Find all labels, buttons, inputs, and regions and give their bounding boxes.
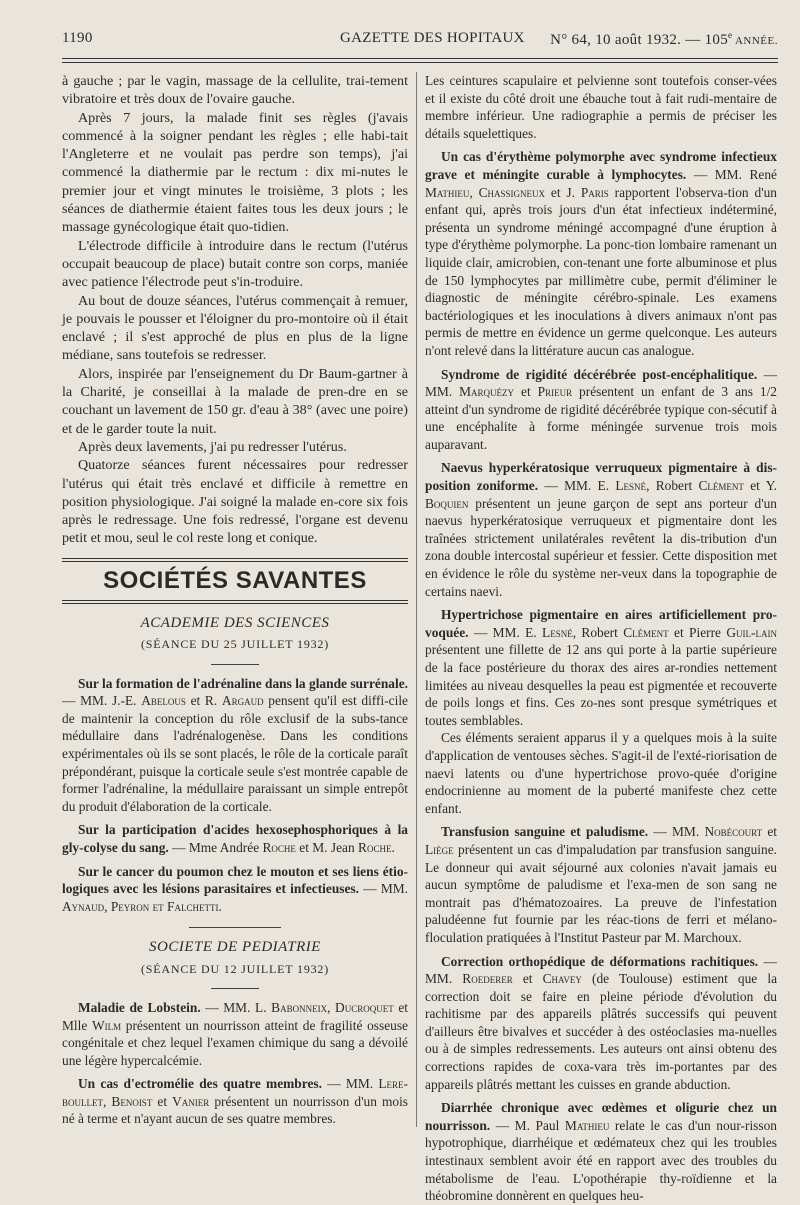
short-rule bbox=[211, 988, 259, 989]
communication-title: Un cas d'ectromélie des quatre membres. bbox=[78, 1076, 322, 1092]
section-title: SOCIÉTÉS SAVANTES bbox=[103, 566, 367, 594]
text: — MM. E. bbox=[538, 478, 616, 494]
text: , Robert bbox=[572, 624, 624, 640]
communication-title: Hypertrichose pigmentaire en aires artificiellement pro-voquée. bbox=[425, 607, 777, 640]
author: Chavey bbox=[542, 971, 582, 987]
section-rule bbox=[62, 600, 408, 604]
society-title: ACADEMIE DES SCIENCES bbox=[140, 615, 330, 632]
right-column bbox=[425, 72, 777, 1205]
text: — MM. bbox=[425, 953, 777, 987]
page-header bbox=[62, 30, 778, 52]
author: Roederer bbox=[462, 971, 513, 987]
communication-title: Sur la participation d'acides hexosephosphoriques à la gly-colyse du sang. bbox=[62, 822, 408, 855]
text: — MM. bbox=[425, 366, 777, 400]
text: et R. bbox=[185, 693, 222, 709]
author: Marquézy bbox=[459, 384, 515, 400]
communication bbox=[425, 366, 777, 454]
paragraph: Après deux lavements, j'ai pu redresser l'utérus. bbox=[78, 438, 347, 455]
text: — MM. E. bbox=[468, 624, 543, 640]
author: Clément bbox=[698, 478, 744, 494]
text: — Mme Andrée bbox=[168, 839, 263, 855]
section-rule bbox=[62, 558, 408, 562]
text: — MM. bbox=[648, 824, 705, 840]
communication bbox=[62, 821, 408, 856]
journal-title: GAZETTE DES HOPITAUX bbox=[340, 30, 525, 46]
communication bbox=[425, 823, 777, 946]
text: . bbox=[218, 898, 222, 914]
text: et bbox=[152, 1093, 173, 1109]
text: — MM. bbox=[321, 1076, 379, 1092]
issue-text: N° 64, 10 août 1932. — 105 bbox=[550, 32, 729, 48]
text: présentent un nourrisson d'un mois né à terme et n'ayant aucun de ses quatre membres. bbox=[62, 1093, 408, 1127]
text: présentent un cas d'impaludation par transfusion sanguine. Le donneur qui avait séjourné aux colonies n'avait jamais eu aucun symptôme de paludisme et l'exa-men de son sang ne montrait pas d'hématozoaires. La preuve de l'infestation paludéenne fut fournie par les réac-tions de ferri et mélano-floculation pratiquées à l'Institut Pasteur par M. Marchoux. bbox=[425, 841, 777, 945]
communication-title: Correction orthopédique de déformations rachitiques. bbox=[441, 953, 759, 969]
author: Lesné bbox=[615, 478, 647, 494]
paragraph: Après 7 jours, la malade finit ses règles (j'avais commencé à la soigner pendant les règles ; elle habi-tait l'Angleterre et ne voulait pas perdre son temps), j'ai commencé la diathermie par le rectum : dix mi-nutes le premier jour et vingt minutes le troisième, 3 plots ; les séances de diathermie étaient faites tous les deux jours ; le massage gynécologique était quo-tidien. bbox=[62, 109, 408, 236]
author: Liège bbox=[425, 841, 454, 857]
text: et Pierre bbox=[668, 624, 727, 640]
text: relate le cas d'un nour-risson hypotrophique, diarrhéique et œdémateux chez qui les troubles intestinaux semblent avoir été en rapport avec des troubles du métabolisme de l'eau. L'opothérapie thy-roïdienne et la théobromine donnèrent en quelques heu- bbox=[425, 1117, 777, 1204]
text: — MM. bbox=[358, 881, 408, 897]
text: présentent un enfant de 3 ans 1/2 atteint d'un syndrome de rigidité décérébrée typique con-sécutif à une encéphalite à forme méningée survenue trois mois auparavant. bbox=[425, 384, 777, 452]
header-rule-2 bbox=[62, 62, 778, 63]
text: présentent un jeune garçon de sept ans porteur d'un naevus hyperkératosique verruqueux et pigmentaire dont les traînées strictement unilatérales revêtent la dis-tribution d'un zona double intercostal supérieur et fessier. Cette disposition met en évidence le rôle du système ner-veux dans la topographie de certains naevi. bbox=[425, 495, 777, 599]
page-number: 1190 bbox=[62, 30, 93, 46]
author: Nobécourt bbox=[704, 824, 763, 840]
paragraph: à gauche ; par le vagin, massage de la cellulite, trai-tement vibratoire et très doux de l'ovaire gauche. bbox=[62, 73, 408, 108]
communication-title: Sur la formation de l'adrénaline dans la glande surrénale. bbox=[78, 675, 408, 691]
author: Abelous bbox=[141, 693, 186, 709]
text: . bbox=[391, 839, 395, 855]
communication bbox=[425, 953, 777, 1094]
text: et J. bbox=[545, 184, 581, 200]
text: et bbox=[514, 384, 538, 400]
text: , Robert bbox=[646, 478, 699, 494]
text: — MM. J.-E. bbox=[62, 693, 142, 709]
author: Vanier bbox=[172, 1093, 210, 1109]
author: Lesné bbox=[542, 624, 573, 640]
society-title: SOCIETE DE PEDIATRIE bbox=[149, 939, 321, 956]
author: Roche bbox=[358, 839, 392, 855]
communication-title: Syndrome de rigidité décérébrée post-encéphalitique. bbox=[441, 366, 758, 382]
communication bbox=[62, 863, 408, 916]
author: Roche bbox=[262, 839, 296, 855]
issue-tail: ANNÉE. bbox=[732, 35, 778, 47]
text: présentent une fillette de 12 ans qui porte à la partie supérieure de la face postérieure du thorax des aires ar-rondies nettement limitées au niveau desquelles la peau est pigmentée et recouverte de poils longs et fins. Ces zo-nes sont presque symétriques et toutes semblables. bbox=[425, 642, 777, 728]
communication-title: Transfusion sanguine et paludisme. bbox=[441, 824, 649, 840]
communication-title: Un cas d'érythème polymorphe avec syndrome infectieux grave et méningite curable à lymphocytes. bbox=[425, 149, 777, 182]
communication-title: Sur le cancer du poumon chez le mouton et ses liens étio-logiques avec les lésions parasitaires et infectieuses. bbox=[62, 863, 408, 897]
column-divider bbox=[416, 72, 417, 1127]
author: Lere-boullet, Benoist bbox=[62, 1076, 408, 1109]
author: Mathieu, Chassigneux bbox=[425, 184, 546, 200]
communication bbox=[62, 999, 408, 1069]
short-rule bbox=[211, 664, 259, 665]
author: Clément bbox=[623, 624, 669, 640]
communication bbox=[62, 675, 408, 816]
author: Guil-lain bbox=[726, 624, 777, 640]
text: rapportent l'observa-tion d'un enfant qui, après trois jours d'un état infectieux indéterminé, présenta un syndrome méningé accompagné d'une éruption à type d'érythème polymorphe. La ponc-tion lombaire ramenant un liquide clair, amicrobien, con-tenant une forte albuminose et plus de 150 lymphocytes par millimètre cube, permit d'éliminer le diagnostic de méningite cérébro-spinale. Les examens bactériologiques et les inoculations à divers animaux n'ont pas permis de mettre en évidence un germe quelconque. Les auteurs n'ont relevé dans la littérature aucun cas analogue. bbox=[425, 184, 777, 358]
text: — M. Paul bbox=[490, 1117, 565, 1133]
text: et Mlle bbox=[62, 999, 409, 1033]
paragraph: Ces éléments seraient apparus il y a quelques mois à la suite d'application de ventouses sèches. S'agit-il de l'exté-riorisation de naevi latents ou d'une hypertrichose provo-quée d'origine endocrinienne au moment de la puberté manifeste chez cette enfant. bbox=[425, 730, 777, 816]
author: Argaud bbox=[221, 693, 264, 709]
paragraph: Les ceintures scapulaire et pelvienne sont toutefois conser-vées et il existe du côté droit une ébauche tout à fait rudi-mentaire de membre inférieur. Une radiographie a permis de préciser les détails squelettiques. bbox=[425, 73, 777, 141]
short-rule bbox=[189, 927, 281, 928]
text: et M. Jean bbox=[295, 839, 359, 855]
header-rule-1 bbox=[62, 58, 778, 59]
author: Prieur bbox=[537, 384, 573, 400]
seance-date: (SÉANCE DU 12 JUILLET 1932) bbox=[140, 961, 330, 976]
text: et Y. bbox=[743, 478, 777, 494]
paragraph: L'électrode difficile à introduire dans le rectum (l'utérus occupait beaucoup de place) butait contre son corps, maniée avec patience l'électrode peut s'in-troduire. bbox=[62, 237, 408, 291]
communication bbox=[425, 459, 777, 600]
left-column bbox=[62, 72, 408, 1128]
communication bbox=[62, 1075, 408, 1128]
paragraph: Alors, inspirée par l'enseignement du Dr Baum-gartner à la Charité, je conseillai à la malade de pren-dre en se couchant un lavement de 150 gr. d'eau à 38° (avec une poire) et de le garder toute la nuit. bbox=[62, 365, 408, 437]
author: Mathieu bbox=[564, 1117, 610, 1133]
text: présentent un nourrisson atteint de fragilité osseuse congénitale et chez lequel l'examen chimique du sang a dévoilé une légère hypercalcémie. bbox=[62, 1017, 408, 1068]
communication-title: Naevus hyperkératosique verruqueux pigmentaire à dis-position zoniforme. bbox=[425, 460, 777, 494]
author: Wilm bbox=[91, 1017, 122, 1033]
communication bbox=[425, 606, 777, 729]
author: Paris bbox=[580, 184, 609, 200]
communication-title: Diarrhée chronique avec œdèmes et oligurie chez un nourrisson. bbox=[425, 1100, 777, 1133]
author: Aynaud, Peyron et Falchetti bbox=[62, 898, 219, 914]
author: Boquien bbox=[425, 495, 469, 511]
issue-info bbox=[550, 30, 778, 49]
text: — MM. L. bbox=[200, 999, 272, 1015]
text: et bbox=[762, 824, 777, 840]
paragraph: Quatorze séances furent nécessaires pour redresser l'utérus qui était très enclavé et difficile à remettre en position physiologique. J'ai soigné la malade en-core six fois après le redressage. Une fois redressé, l'organe est devenu petit et mou, seul le col reste long et conique. bbox=[62, 457, 408, 547]
communication-title: Maladie de Lobstein. bbox=[78, 999, 201, 1015]
issue-sup: e bbox=[728, 30, 733, 40]
communication bbox=[425, 148, 777, 359]
text: pensent qu'il est diffi-cile de maintenir la conception du rôle exclusif de la subs-tance médullaire dans l'adrénalogenèse. Dans les conditions expérimentales où ils se sont placés, le rôle de la corticale paraît prépondérant, puisque la corticale seule s'est montrée capable de former l'adrénaline, la médullaire paraissant un simple entrepôt du produit d'élaboration de la corticale. bbox=[62, 693, 408, 814]
communication bbox=[425, 1099, 777, 1205]
text: (de Toulouse) estiment que la correction doit se faire en pleine période d'évolution du rachitisme par des appareils plâtrés successifs qui peuvent d'ailleurs être bivalves et succéder à des ostéoclasies ma-nuelles ou à de simples redressements. Les auteurs ont ainsi obtenu des corrections rapides de coxa-vara très im-portantes par des appareils plâtrés mettant les cuisses en grande abduction. bbox=[425, 971, 778, 1092]
author: Babonneix, Ducroquet bbox=[271, 999, 394, 1015]
seance-date: (SÉANCE DU 25 JUILLET 1932) bbox=[140, 637, 330, 652]
text: — MM. René bbox=[686, 166, 778, 182]
paragraph: Au bout de douze séances, l'utérus commençait à remuer, je pouvais le pousser et l'éloigner du pro-montoire où il était enclavé ; il s'est approché de plus en plus de la ligne médiane, sans toutefois se redresser. bbox=[62, 292, 408, 364]
text: et bbox=[512, 971, 543, 987]
